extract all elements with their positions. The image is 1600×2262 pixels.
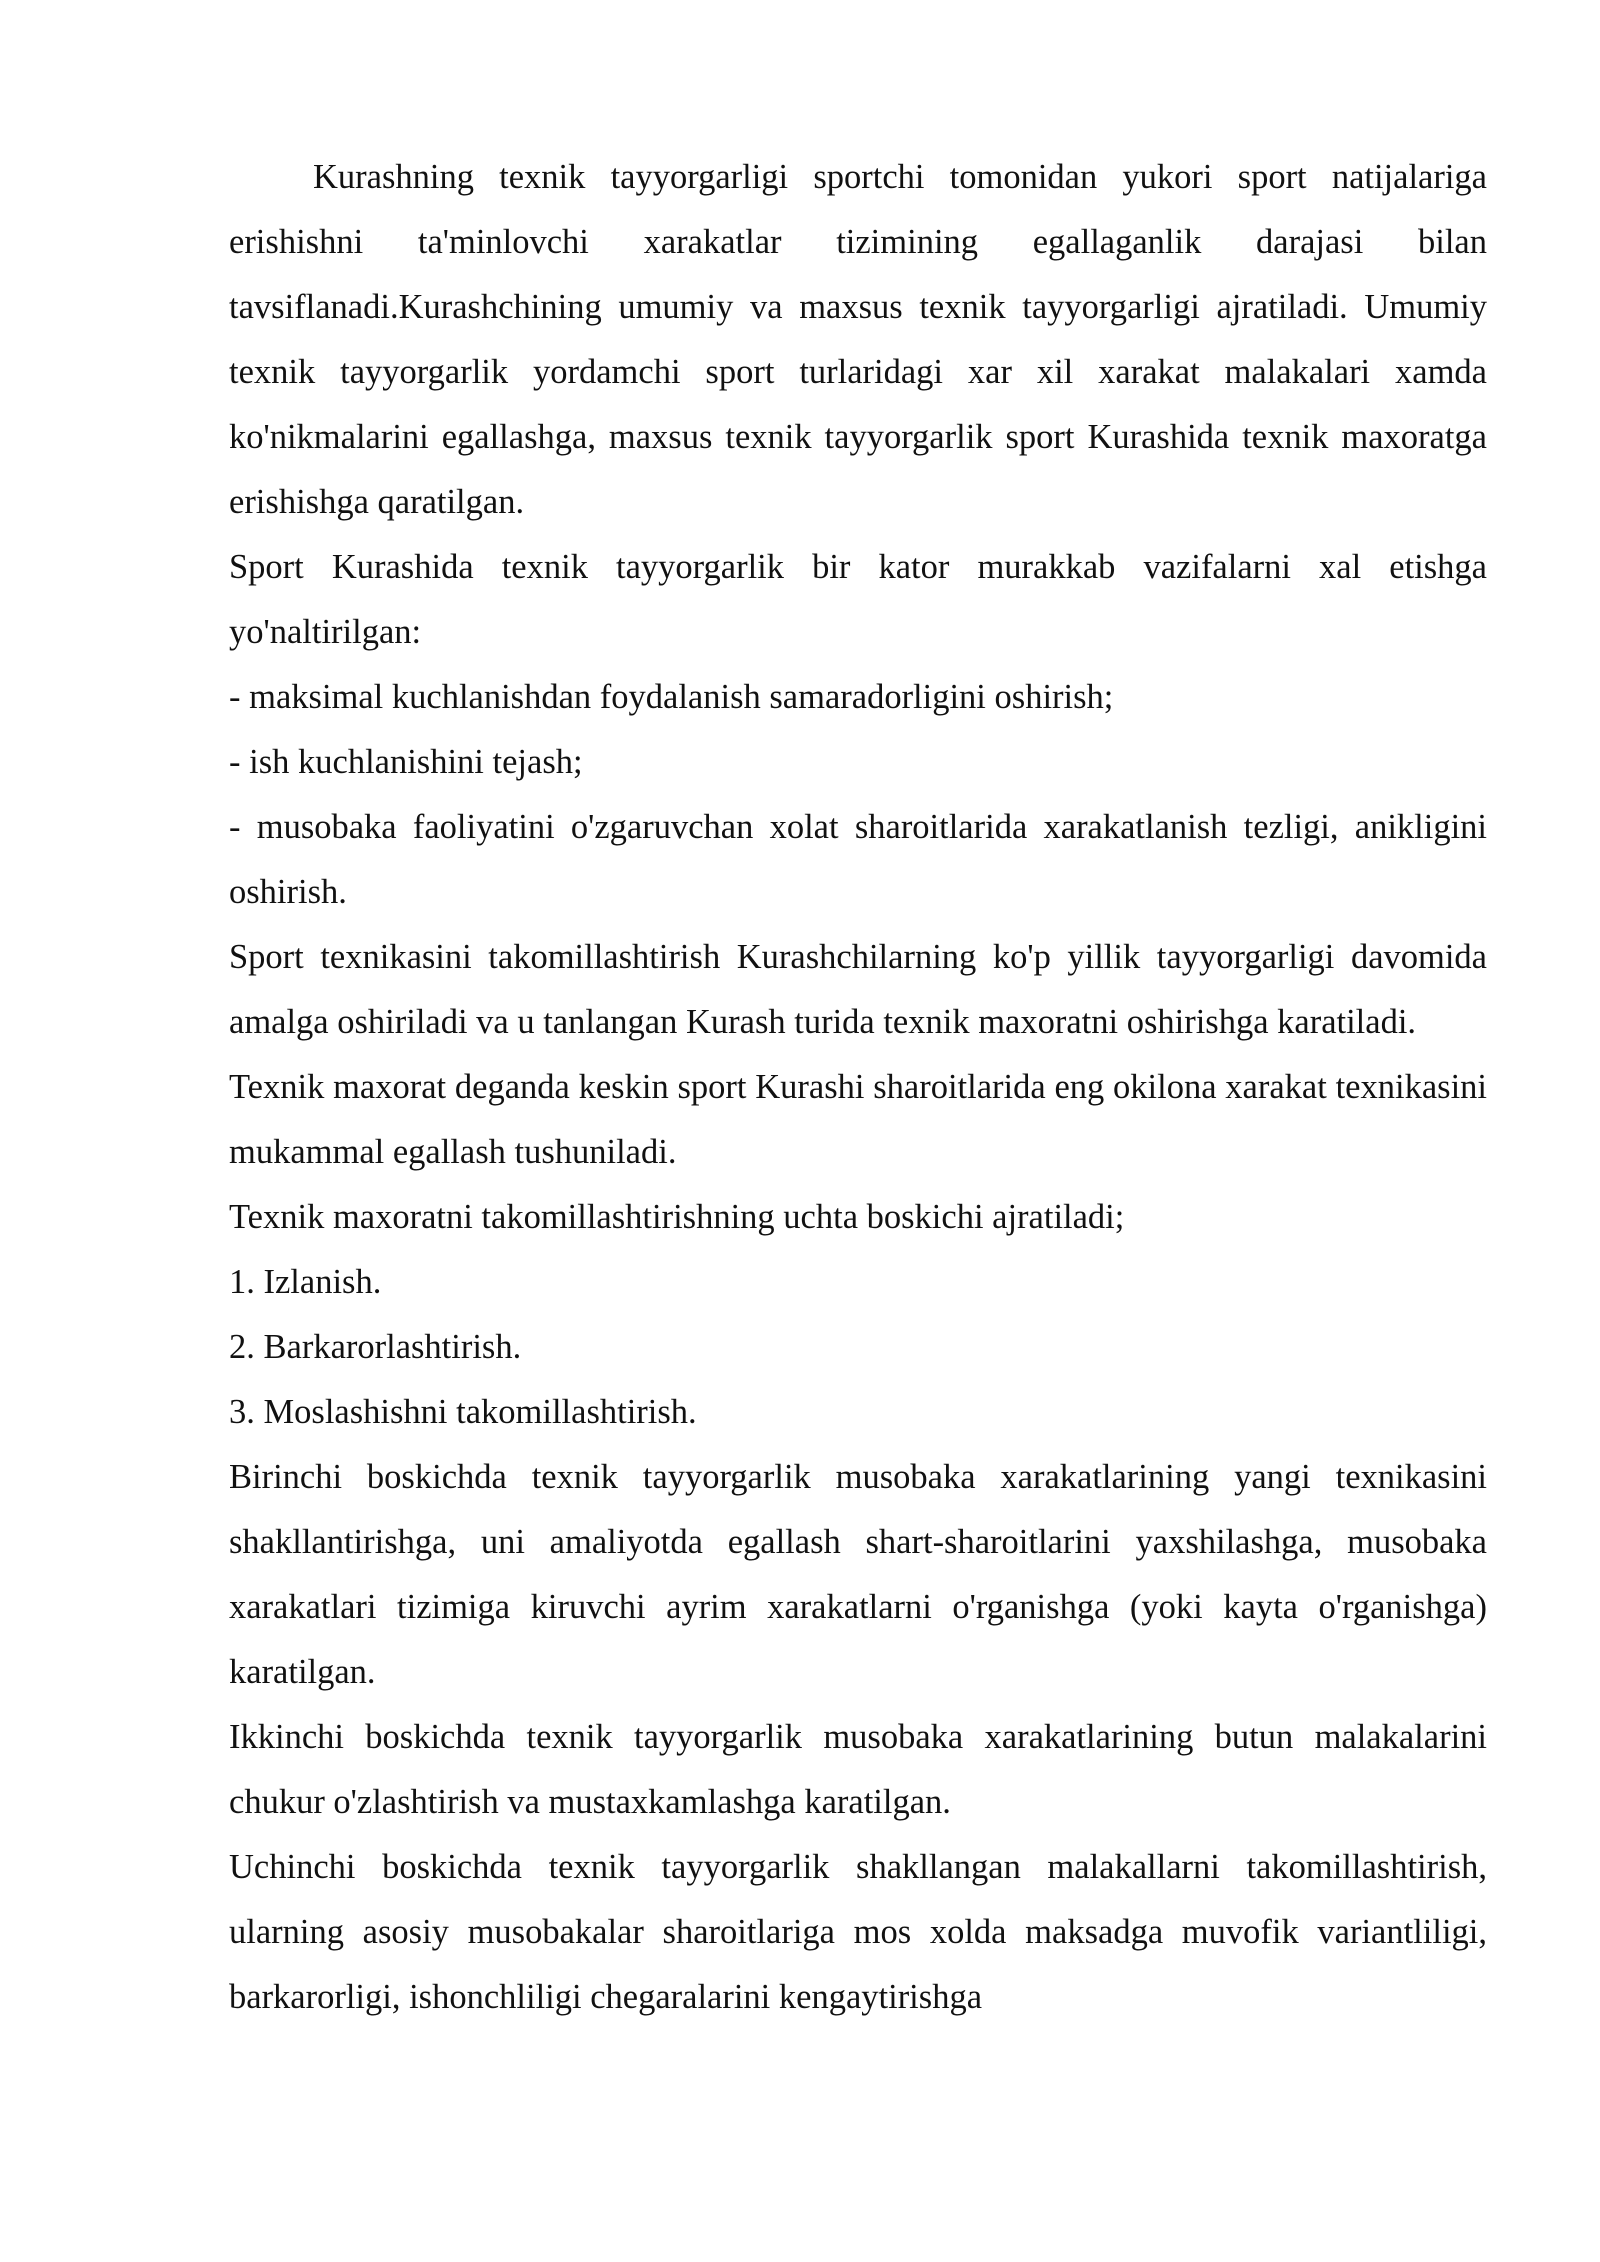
paragraph-second-stage: Ikkinchi boskichda texnik tayyorgarlik musobaka xarakatlarining butun malakalarini chukur o'zlashtirish va mustaxkamlashga karatilgan.	[229, 1718, 1487, 1821]
paragraph-stages-intro: Texnik maxoratni takomillashtirishning uchta boskichi ajratiladi;	[229, 1198, 1125, 1236]
body-text	[229, 145, 1487, 2030]
paragraph-technical-mastery: Texnik maxorat deganda keskin sport Kurashi sharoitlarida eng okilona xarakat texnikasini mukammal egallash tushuniladi.	[229, 1068, 1487, 1171]
list-item-task-2: - ish kuchlanishini tejash;	[229, 743, 583, 781]
list-item-stage-2: 2. Barkarorlashtirish.	[229, 1328, 522, 1366]
paragraph-tasks-intro: Sport Kurashida texnik tayyorgarlik bir kator murakkab vazifalarni xal etishga yo'naltirilgan:	[229, 548, 1487, 651]
list-item-task-3: - musobaka faoliyatini o'zgaruvchan xolat sharoitlarida xarakatlanish tezligi, anikligini oshirish.	[229, 808, 1487, 911]
list-item-task-1: - maksimal kuchlanishdan foydalanish samaradorligini oshirish;	[229, 678, 1114, 716]
paragraph-first-stage: Birinchi boskichda texnik tayyorgarlik musobaka xarakatlarining yangi texnikasini shakllantirishga, uni amaliyotda egallash shart-sharoitlarini yaxshilashga, musobaka xarakatlari tizimiga kiruvchi ayrim xarakatlarni o'rganishga (yoki kayta o'rganishga) karatilgan.	[229, 1458, 1487, 1691]
paragraph-intro: Kurashning texnik tayyorgarligi sportchi tomonidan yukori sport natijalariga erishishni ta'minlovchi xarakatlar tizimining egallaganlik darajasi bilan tavsiflanadi.Kurashchining umumiy va maxsus texnik tayyorgarligi ajratiladi. Umumiy texnik tayyorgarlik yordamchi sport turlaridagi xar xil xarakat malakalari xamda ko'nikmalarini egallashga, maxsus texnik tayyorgarlik sport Kurashida texnik maxoratga erishishga qaratilgan.	[229, 158, 1487, 521]
list-item-stage-1: 1. Izlanish.	[229, 1263, 382, 1301]
paragraph-sport-technique: Sport texnikasini takomillashtirish Kurashchilarning ko'p yillik tayyorgarligi davomida amalga oshiriladi va u tanlangan Kurash turida texnik maxoratni oshirishga karatiladi.	[229, 938, 1487, 1041]
list-item-stage-3: 3. Moslashishni takomillashtirish.	[229, 1393, 697, 1431]
paragraph-third-stage: Uchinchi boskichda texnik tayyorgarlik shakllangan malakallarni takomillashtirish, ularning asosiy musobakalar sharoitlariga mos xolda maksadga muvofik variantliligi, barkarorligi, ishonchliligi chegaralarini kengaytirishga	[229, 1848, 1487, 2016]
